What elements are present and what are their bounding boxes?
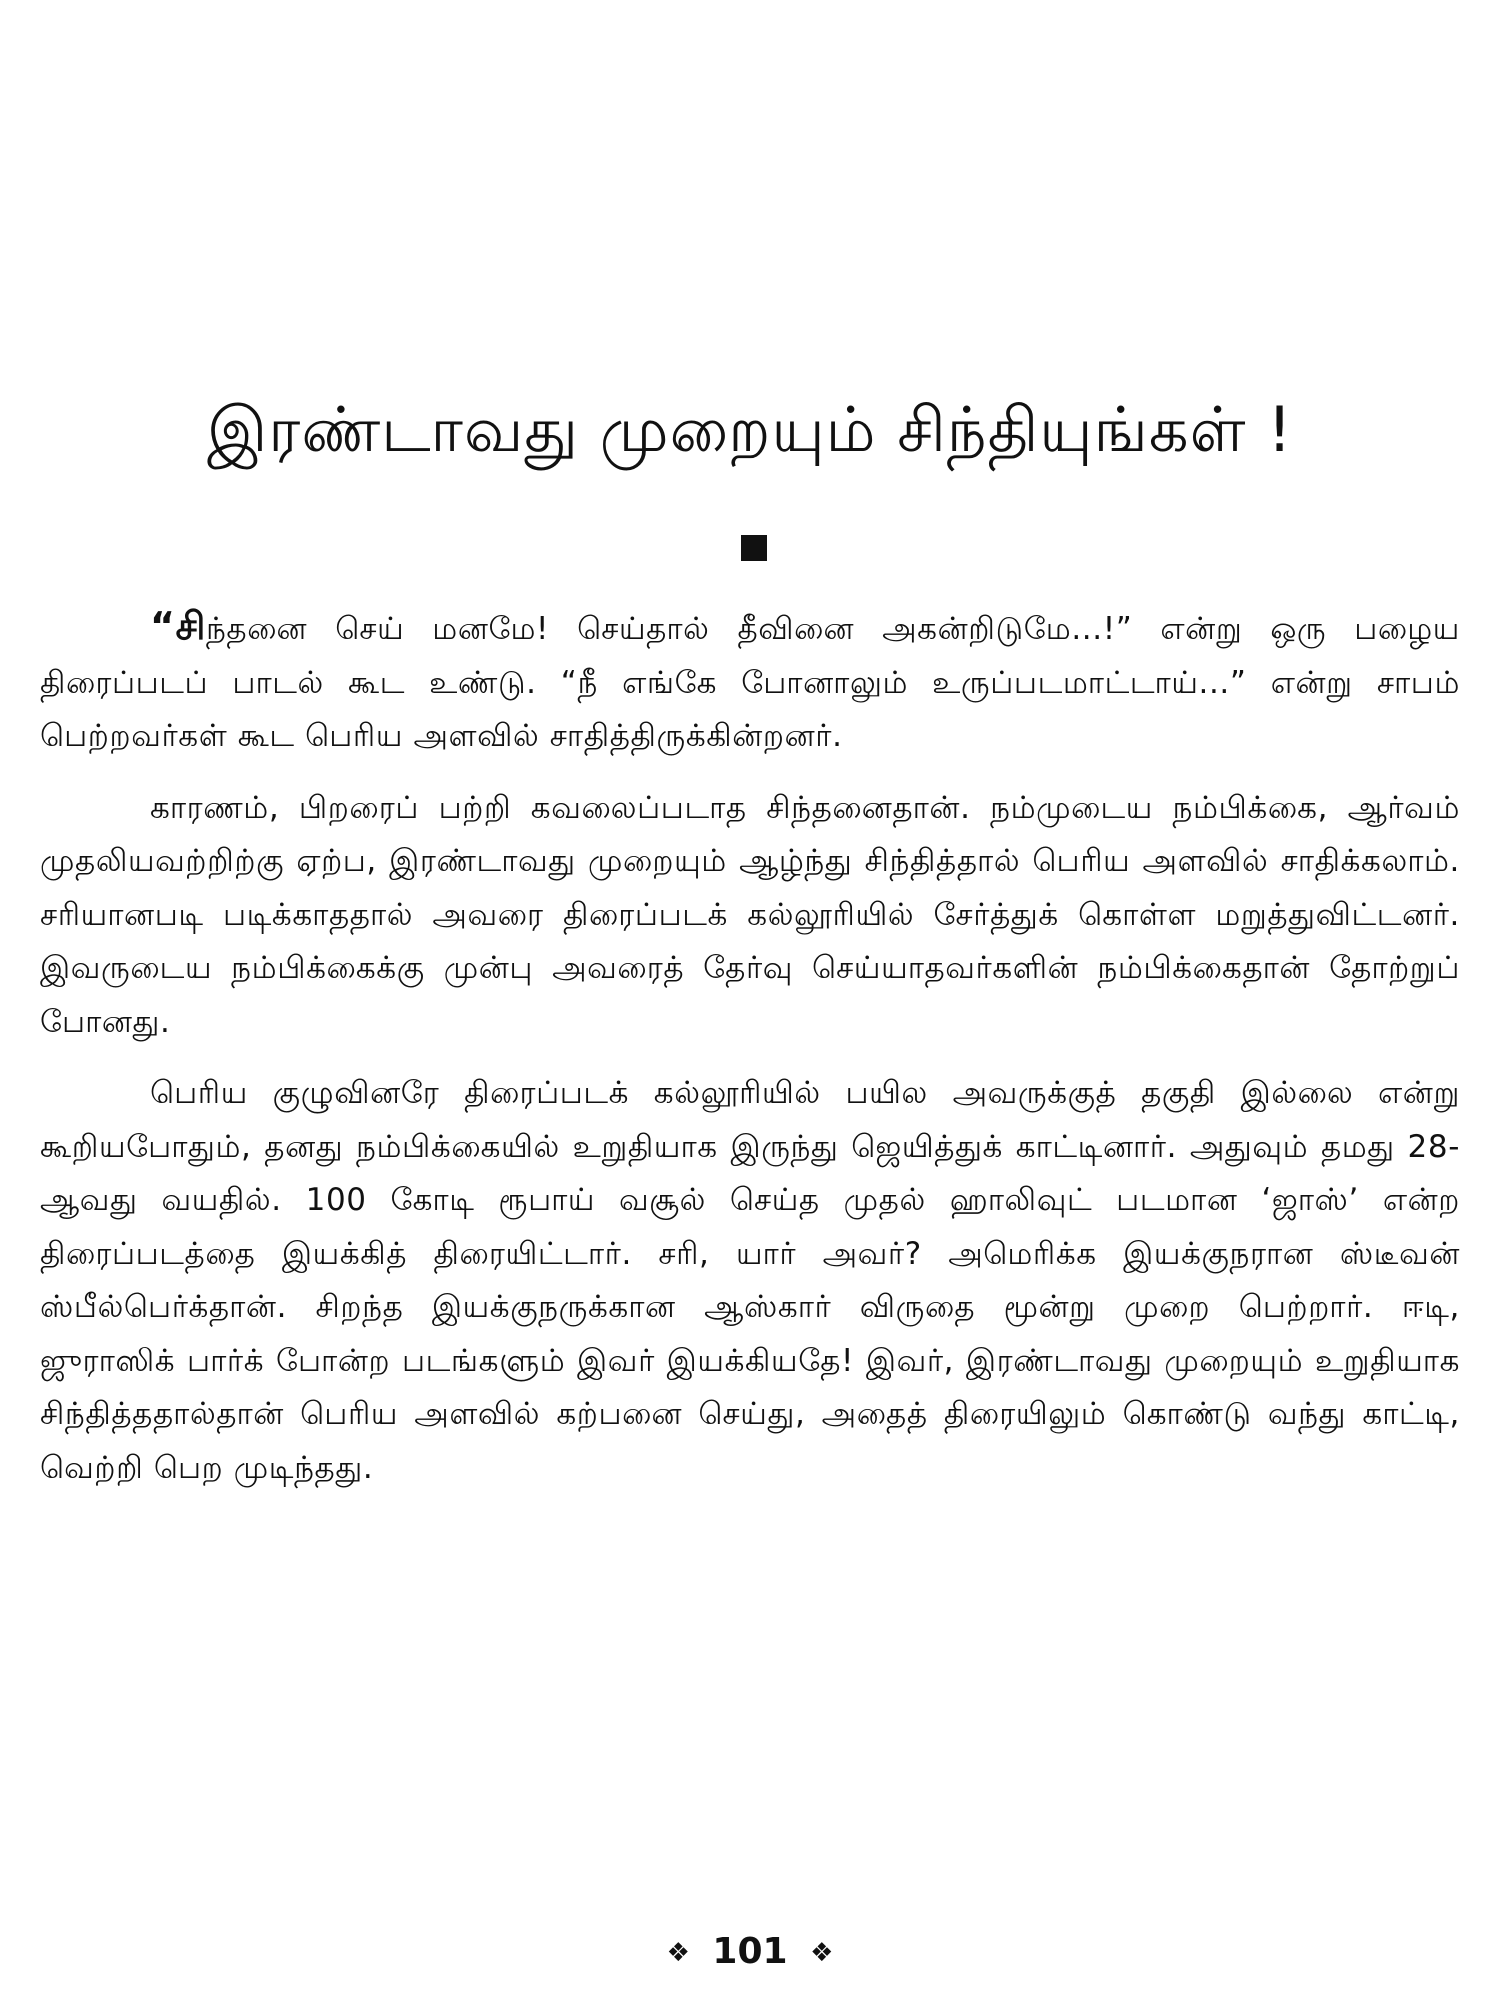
title-separator-square	[741, 535, 767, 561]
page-footer	[0, 1930, 1500, 1975]
ornament-left-icon: ❖	[666, 1938, 690, 1968]
paragraph-text: பெரிய குழுவினரே திரைப்படக் கல்லூரியில் பயில அவருக்குத் தகுதி இல்லை என்று கூறியபோதும், தனது நம்பிக்கையில் உறுதியாக இருந்து ஜெயித்துக் காட்டினார். அதுவும் தமது 28-ஆவது வயதில். 100 கோடி ரூபாய் வசூல் செய்த முதல் ஹாலிவுட் படமான ‘ஜாஸ்’ என்ற திரைப்படத்தை இயக்கித் திரையிட்டார். சரி, யார் அவர்? அமெரிக்க இயக்குநரான ஸ்டீவன் ஸ்பீல்பெர்க்தான். சிறந்த இயக்குநருக்கான ஆஸ்கார் விருதை மூன்று முறை பெற்றார். ஈடி, ஜுராஸிக் பார்க் போன்ற படங்களும் இவர் இயக்கியதே! இவர், இரண்டாவது முறையும் உறுதியாக சிந்தித்ததால்தான் பெரிய அளவில் கற்பனை செய்து, அதைத் திரையிலும் கொண்டு வந்து காட்டி, வெற்றி பெற முடிந்தது.	[40, 1075, 1460, 1486]
body-text	[40, 600, 1460, 1513]
paragraph-3	[40, 1067, 1460, 1495]
chapter-title: இரண்டாவது முறையும் சிந்தியுங்கள் !	[206, 393, 1294, 466]
paragraph-text: ந்தனை செய் மனமே! செய்தால் தீவினை அகன்றிடுமே...!” என்று ஒரு பழைய திரைப்படப் பாடல் கூட உண்டு. “நீ எங்கே போனாலும் உருப்படமாட்டாய்...” என்று சாபம் பெற்றவர்கள் கூட பெரிய அளவில் சாதித்திருக்கின்றனர்.	[40, 611, 1460, 754]
page-number: 101	[712, 1931, 788, 1972]
paragraph-2	[40, 782, 1460, 1050]
paragraph-1	[40, 600, 1460, 764]
ornament-right-icon: ❖	[810, 1938, 834, 1968]
paragraph-lead: “சி	[150, 604, 206, 648]
paragraph-text: காரணம், பிறரைப் பற்றி கவலைப்படாத சிந்தனைதான். நம்முடைய நம்பிக்கை, ஆர்வம் முதலியவற்றிற்கு ஏற்ப, இரண்டாவது முறையும் ஆழ்ந்து சிந்தித்தால் பெரிய அளவில் சாதிக்கலாம். சரியானபடி படிக்காததால் அவரை திரைப்படக் கல்லூரியில் சேர்த்துக் கொள்ள மறுத்துவிட்டனர். இவருடைய நம்பிக்கைக்கு முன்பு அவரைத் தேர்வு செய்யாதவர்களின் நம்பிக்கைதான் தோற்றுப் போனது.	[40, 789, 1460, 1040]
